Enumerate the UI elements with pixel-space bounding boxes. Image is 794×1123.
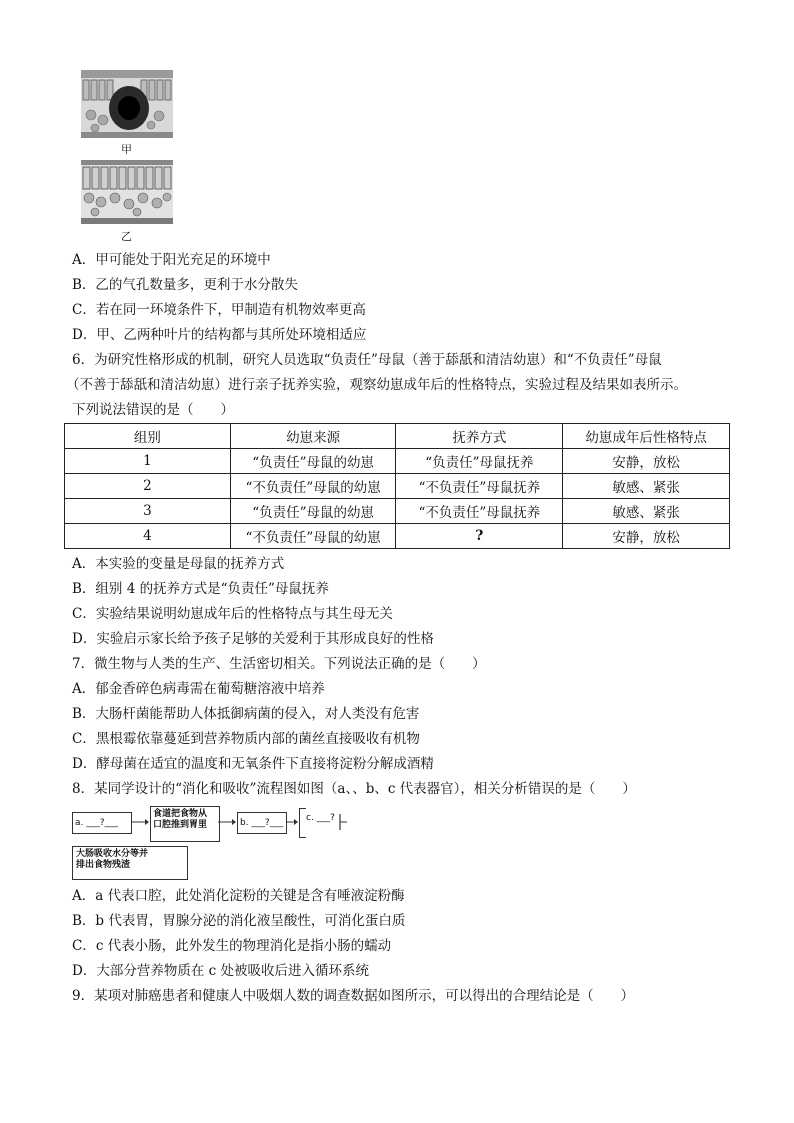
table-header-row <box>65 424 730 449</box>
table-cell: 2 <box>65 474 231 499</box>
table-cell: 安静，放松 <box>563 449 730 474</box>
table-cell: 4 <box>65 524 231 549</box>
q8-stem: 8．某同学设计的“消化和吸收”流程图如图（a、、b、c 代表器官），相关分析错误的是（ ） <box>72 781 636 797</box>
header-pup-source: 幼崽来源 <box>230 424 396 449</box>
q7-stem: 7．微生物与人类的生产、生活密切相关。下列说法正确的是（ ） <box>72 656 486 672</box>
table-row <box>65 474 730 499</box>
table-row <box>65 449 730 474</box>
table-cell: “负责任”母鼠的幼崽 <box>230 449 396 474</box>
q7-option-d: D．酵母菌在适宜的温度和无氧条件下直接将淀粉分解成酒精 <box>72 756 434 772</box>
q6-option-a: A．本实验的变量是母鼠的抚养方式 <box>72 556 285 572</box>
flow-box-esophagus <box>150 806 220 842</box>
flow-box-b: b. ___?___ <box>237 812 287 834</box>
q6-stem-line-1: 6．为研究性格形成的机制，研究人员选取“负责任”母鼠（善于舔舐和清洁幼崽）和“不负责任”母鼠 <box>72 352 662 368</box>
leaf-yi-caption: 乙 <box>121 230 132 243</box>
flow-arrow-icon <box>131 818 149 826</box>
table-cell: “不负责任”母鼠抚养 <box>396 499 563 524</box>
table-cell: 敏感、紧张 <box>563 474 730 499</box>
q8-option-b: B．b 代表胃，胃腺分泌的消化液呈酸性，可消化蛋白质 <box>72 913 406 929</box>
flow-end-mark-icon <box>338 812 348 832</box>
header-group: 组别 <box>65 424 231 449</box>
esophagus-text-2: 口腔推到胃里 <box>153 820 208 830</box>
flow-box-large-intestine <box>72 846 188 880</box>
q6-option-b: B．组别 4 的抚养方式是“负责任”母鼠抚养 <box>72 581 329 597</box>
flow-box-c: c. ___? <box>306 810 342 826</box>
q5-option-d: D．甲、乙两种叶片的结构都与其所处环境相适应 <box>72 327 367 343</box>
q6-option-d: D．实验启示家长给予孩子足够的关爱利于其形成良好的性格 <box>72 631 434 647</box>
q7-option-a: A．郁金香碎色病毒需在葡萄糖溶液中培养 <box>72 681 325 697</box>
header-personality: 幼崽成年后性格特点 <box>563 424 730 449</box>
table-cell: 安静，放松 <box>563 524 730 549</box>
q8-option-a: A．a 代表口腔，此处消化淀粉的关键是含有唾液淀粉酶 <box>72 888 405 904</box>
table-cell: “不负责任”母鼠的幼崽 <box>230 524 396 549</box>
leaf-section-jia-image <box>81 70 173 138</box>
leaf-section-yi-image <box>81 160 173 224</box>
q7-option-b: B．大肠杆菌能帮助人体抵御病菌的侵入，对人类没有危害 <box>72 706 420 722</box>
table-cell: “不负责任”母鼠的幼崽 <box>230 474 396 499</box>
flow-arrow-icon <box>286 818 298 826</box>
table-cell: 3 <box>65 499 231 524</box>
table-row <box>65 499 730 524</box>
q5-option-b: B．乙的气孔数量多，更利于水分散失 <box>72 277 298 293</box>
large-intestine-text-1: 大肠吸收水分等并 <box>76 849 149 859</box>
q9-stem: 9．某项对肺癌患者和健康人中吸烟人数的调查数据如图所示，可以得出的合理结论是（ ） <box>72 988 635 1004</box>
q6-option-c: C．实验结果说明幼崽成年后的性格特点与其生母无关 <box>72 606 393 622</box>
q6-stem-line-2: （不善于舔舐和清洁幼崽）进行亲子抚养实验，观察幼崽成年后的性格特点，实验过程及结果如表所示。 <box>66 377 687 393</box>
large-intestine-text-2: 排出食物残渣 <box>76 860 131 870</box>
q5-option-a: A．甲可能处于阳光充足的环境中 <box>72 252 271 268</box>
flow-box-a: a. ___?___ <box>72 812 132 834</box>
table-cell: “不负责任”母鼠抚养 <box>396 474 563 499</box>
table-row <box>65 524 730 549</box>
q6-stem-line-3: 下列说法错误的是（ ） <box>72 402 234 418</box>
q6-experiment-table <box>64 423 730 549</box>
table-cell: “负责任”母鼠抚养 <box>396 449 563 474</box>
flow-arrow-icon <box>218 818 236 826</box>
table-cell: ? <box>396 524 563 549</box>
q7-option-c: C．黑根霉依靠蔓延到营养物质内部的菌丝直接吸收有机物 <box>72 731 420 747</box>
digestion-flowchart <box>72 804 362 876</box>
esophagus-text-1: 食道把食物从 <box>153 809 208 819</box>
q8-option-c: C．c 代表小肠，此外发生的物理消化是指小肠的蠕动 <box>72 938 392 954</box>
flow-bracket <box>299 808 306 838</box>
table-cell: 敏感、紧张 <box>563 499 730 524</box>
table-cell: 1 <box>65 449 231 474</box>
header-rearing: 抚养方式 <box>396 424 563 449</box>
q5-option-c: C．若在同一环境条件下，甲制造有机物效率更高 <box>72 302 366 318</box>
q8-option-d: D．大部分营养物质在 c 处被吸收后进入循环系统 <box>72 963 369 979</box>
leaf-jia-caption: 甲 <box>121 143 132 156</box>
table-cell: “负责任”母鼠的幼崽 <box>230 499 396 524</box>
